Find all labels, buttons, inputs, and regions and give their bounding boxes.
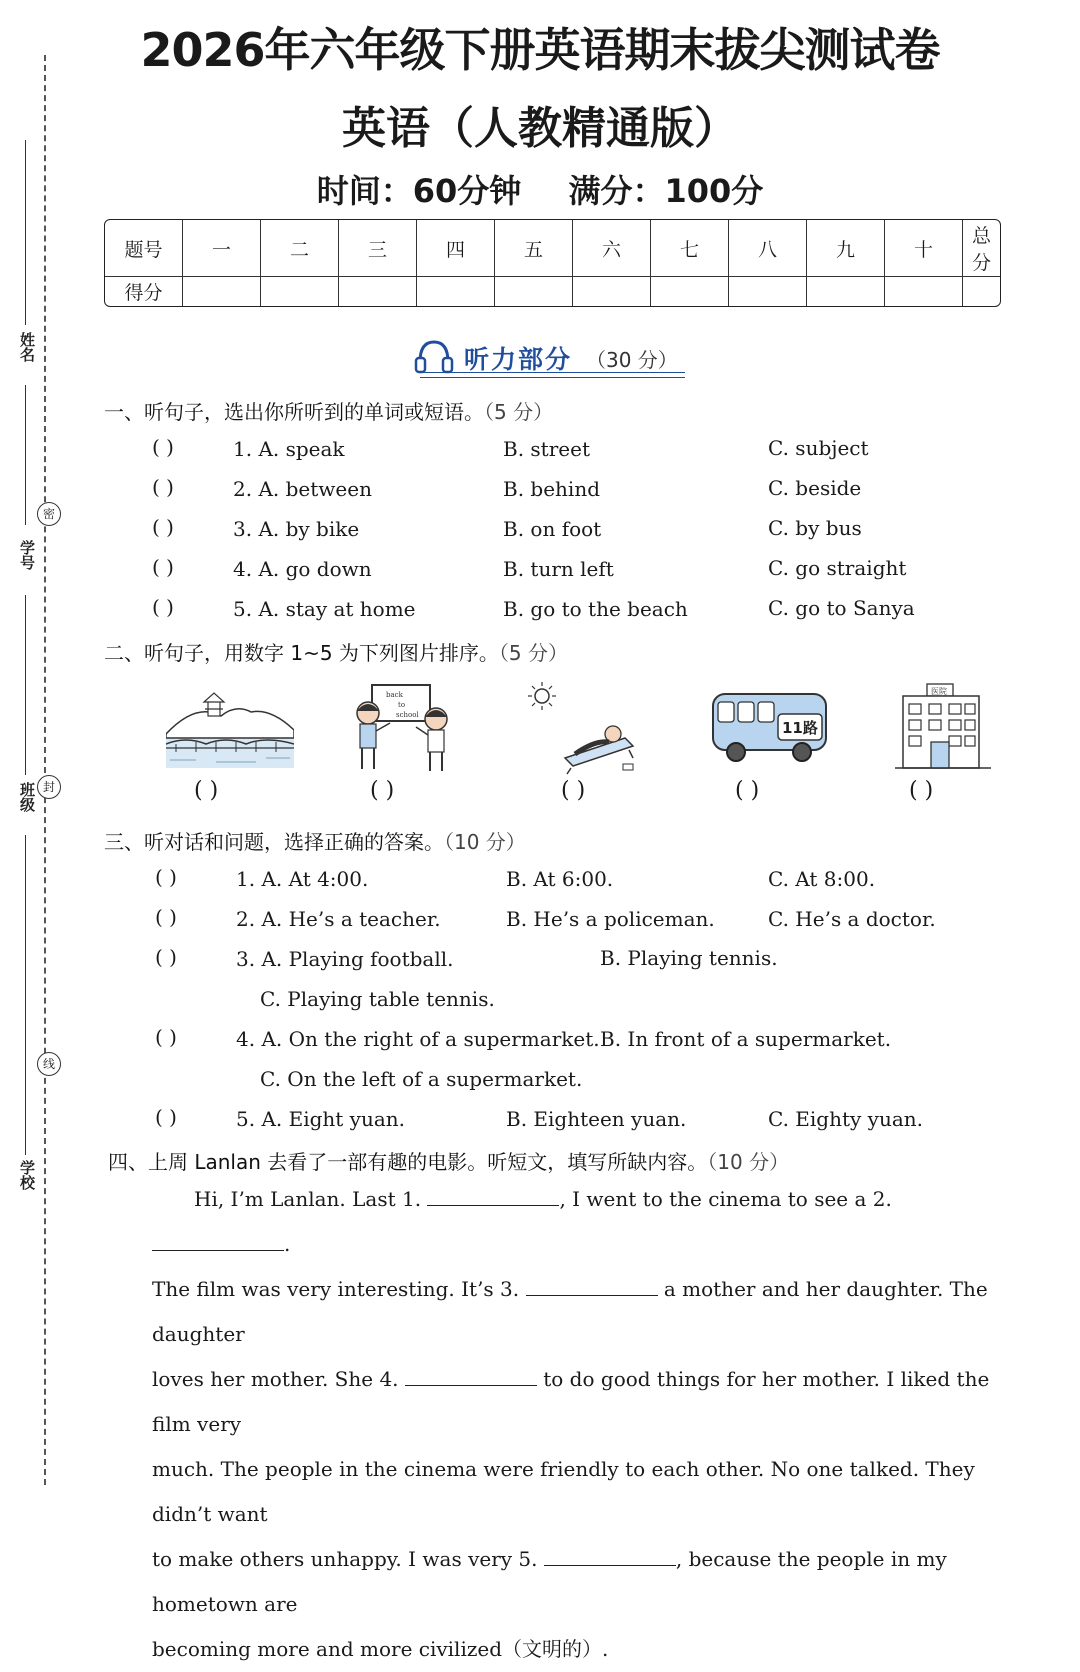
- option-a: 5. A. Eight yuan.: [236, 1107, 406, 1131]
- bus-number: 11路: [782, 719, 818, 737]
- passage: [152, 1177, 1002, 1672]
- passage-text: .: [284, 1232, 291, 1256]
- seal-feng: 封: [37, 775, 61, 799]
- passage-line: [152, 1267, 1002, 1357]
- board-text-3: school: [396, 711, 419, 719]
- student-no-label: 学号: [18, 540, 36, 570]
- passage-text: to do good things for her mother. I liked the film very: [152, 1367, 990, 1436]
- section2-heading-text: 二、听句子，用数字 1~5 为下列图片排序。: [104, 641, 499, 665]
- hospital-picture: [893, 682, 993, 772]
- seal-xian: 线: [37, 1052, 61, 1076]
- section1-heading-text: 一、听句子，选出你所听到的单词或短语。: [104, 400, 484, 424]
- passage-text: , because the people in my hometown are: [152, 1547, 947, 1616]
- option-c: C. by bus: [768, 516, 862, 540]
- listening-score: （30 分）: [586, 348, 678, 372]
- option-c: C. go to Sanya: [768, 596, 915, 620]
- student-no-line: [25, 385, 26, 525]
- option-b: B. turn left: [503, 557, 614, 581]
- option-a: 5. A. stay at home: [233, 597, 416, 621]
- option-c: C. He’s a doctor.: [768, 907, 936, 931]
- option-a: 2. A. between: [233, 477, 372, 501]
- picture-answer-paren[interactable]: ( ): [735, 778, 760, 803]
- section4-heading: [108, 1146, 789, 1175]
- option-b: B. behind: [503, 477, 601, 501]
- table-cell: 题号: [105, 220, 183, 277]
- picture-answer-paren[interactable]: ( ): [194, 778, 219, 803]
- option-c: C. On the left of a supermarket.: [260, 1067, 583, 1091]
- board-text-2: to: [398, 701, 406, 709]
- section3-heading: [104, 826, 526, 855]
- section1-points: （5 分）: [484, 400, 554, 424]
- children-board-picture: [350, 683, 460, 775]
- table-cell: 九: [807, 220, 885, 277]
- blank-3[interactable]: [526, 1277, 658, 1296]
- score-cell[interactable]: [963, 277, 1000, 306]
- sunbathing-picture: [525, 680, 645, 775]
- passage-line: becoming more and more civilized（文明的）.: [152, 1637, 609, 1661]
- option-a: 2. A. He’s a teacher.: [236, 907, 441, 931]
- option-b: B. street: [503, 437, 590, 461]
- picture-answer-paren[interactable]: ( ): [370, 778, 395, 803]
- section4-heading-text: 四、上周 Lanlan 去看了一部有趣的电影。听短文，填写所缺内容。: [108, 1150, 708, 1174]
- option-b: B. In front of a supermarket.: [600, 1027, 892, 1051]
- answer-paren[interactable]: ( ): [155, 1105, 177, 1129]
- score-cell[interactable]: [807, 277, 885, 306]
- table-cell: 一: [183, 220, 261, 277]
- answer-paren[interactable]: ( ): [152, 435, 174, 459]
- score-cell[interactable]: [495, 277, 573, 306]
- section2-points: （5 分）: [498, 641, 569, 665]
- option-a: 1. A. At 4:00.: [236, 867, 369, 891]
- score-table: [104, 219, 1001, 307]
- answer-paren[interactable]: ( ): [152, 595, 174, 619]
- passage-text: to make others unhappy. I was very 5.: [152, 1547, 538, 1571]
- blank-1[interactable]: [427, 1187, 559, 1206]
- listening-section-header: [410, 336, 690, 378]
- table-cell: 十: [885, 220, 963, 277]
- exam-subtitle: 英语（人教精通版）: [342, 103, 738, 154]
- table-cell: 八: [729, 220, 807, 277]
- answer-paren[interactable]: ( ): [155, 865, 177, 889]
- score-cell[interactable]: [651, 277, 729, 306]
- score-cell[interactable]: [339, 277, 417, 306]
- option-a: 3. A. Playing football.: [236, 947, 454, 971]
- table-cell: 二: [261, 220, 339, 277]
- binding-dashed-line: [44, 55, 46, 1485]
- passage-line: [152, 1357, 1002, 1447]
- section1-heading: [104, 396, 553, 425]
- score-cell[interactable]: [729, 277, 807, 306]
- option-b: B. on foot: [503, 517, 602, 541]
- answer-paren[interactable]: ( ): [152, 515, 174, 539]
- score-cell[interactable]: [183, 277, 261, 306]
- option-b: B. He’s a policeman.: [506, 907, 715, 931]
- option-c: C. Eighty yuan.: [768, 1107, 924, 1131]
- passage-text: Hi, I’m Lanlan. Last 1.: [194, 1187, 422, 1211]
- score-table-header-row: [105, 220, 1000, 277]
- hospital-sign: 医院: [931, 687, 947, 696]
- score-cell[interactable]: [573, 277, 651, 306]
- option-a: 4. A. On the right of a supermarket.: [236, 1027, 600, 1051]
- exam-title: 2026年六年级下册英语期末拔尖测试卷: [140, 23, 940, 77]
- option-c: C. go straight: [768, 556, 907, 580]
- option-a: 3. A. by bike: [233, 517, 360, 541]
- answer-paren[interactable]: ( ): [155, 905, 177, 929]
- table-cell: 六: [573, 220, 651, 277]
- seal-mi: 密: [37, 502, 61, 526]
- table-cell: 总分: [963, 220, 1000, 277]
- score-cell[interactable]: [261, 277, 339, 306]
- full-score: 满分：100分: [568, 172, 764, 210]
- section3-points: （10 分）: [444, 830, 526, 854]
- class-line: [25, 595, 26, 775]
- option-c: C. Playing table tennis.: [260, 987, 495, 1011]
- passage-text: The film was very interesting. It’s 3.: [152, 1277, 520, 1301]
- section3-heading-text: 三、听对话和问题，选择正确的答案。: [104, 830, 444, 854]
- blank-4[interactable]: [405, 1367, 537, 1386]
- passage-line: [152, 1537, 1002, 1627]
- option-a: 1. A. speak: [233, 437, 345, 461]
- option-c: C. beside: [768, 476, 862, 500]
- passage-text: loves her mother. She 4.: [152, 1367, 399, 1391]
- blank-5[interactable]: [544, 1547, 676, 1566]
- passage-text: a mother and her daughter. The daughter: [152, 1277, 988, 1346]
- section4-points: （10 分）: [707, 1150, 790, 1174]
- score-cell[interactable]: [417, 277, 495, 306]
- school-label: 学校: [18, 1160, 36, 1190]
- blank-2[interactable]: [152, 1232, 284, 1251]
- bus-picture: [710, 688, 830, 768]
- option-b: B. Playing tennis.: [600, 946, 778, 970]
- name-label: 姓名: [18, 332, 36, 362]
- listening-title: 听力部分: [464, 345, 573, 374]
- time-limit: 时间：60分钟: [316, 172, 522, 210]
- section2-heading: [104, 637, 568, 666]
- class-label: 班级: [18, 782, 36, 812]
- table-cell: 七: [651, 220, 729, 277]
- board-text-1: back: [386, 691, 403, 699]
- picture-answer-paren[interactable]: ( ): [561, 778, 586, 803]
- table-cell: 得分: [105, 277, 183, 306]
- passage-line: [152, 1177, 1002, 1267]
- headphones-icon: [412, 336, 456, 376]
- option-b: B. go to the beach: [503, 597, 688, 621]
- table-cell: 五: [495, 220, 573, 277]
- picture-answer-paren[interactable]: ( ): [909, 778, 934, 803]
- option-b: B. At 6:00.: [506, 867, 614, 891]
- score-table-score-row: [105, 277, 1000, 306]
- answer-paren[interactable]: ( ): [155, 1025, 177, 1049]
- school-line: [25, 835, 26, 1155]
- answer-paren[interactable]: ( ): [152, 555, 174, 579]
- answer-paren[interactable]: ( ): [152, 475, 174, 499]
- passage-line: much. The people in the cinema were friendly to each other. No one talked. They didn’t want: [152, 1457, 975, 1526]
- option-c: C. At 8:00.: [768, 867, 876, 891]
- listening-underline: [420, 372, 685, 378]
- time-score-line: [0, 166, 1080, 212]
- passage-text: , I went to the cinema to see a 2.: [559, 1187, 892, 1211]
- option-a: 4. A. go down: [233, 557, 372, 581]
- answer-paren[interactable]: ( ): [155, 945, 177, 969]
- option-c: C. subject: [768, 436, 869, 460]
- bridge-pagoda-picture: [166, 690, 294, 770]
- table-cell: 四: [417, 220, 495, 277]
- score-cell[interactable]: [885, 277, 963, 306]
- table-cell: 三: [339, 220, 417, 277]
- option-b: B. Eighteen yuan.: [506, 1107, 687, 1131]
